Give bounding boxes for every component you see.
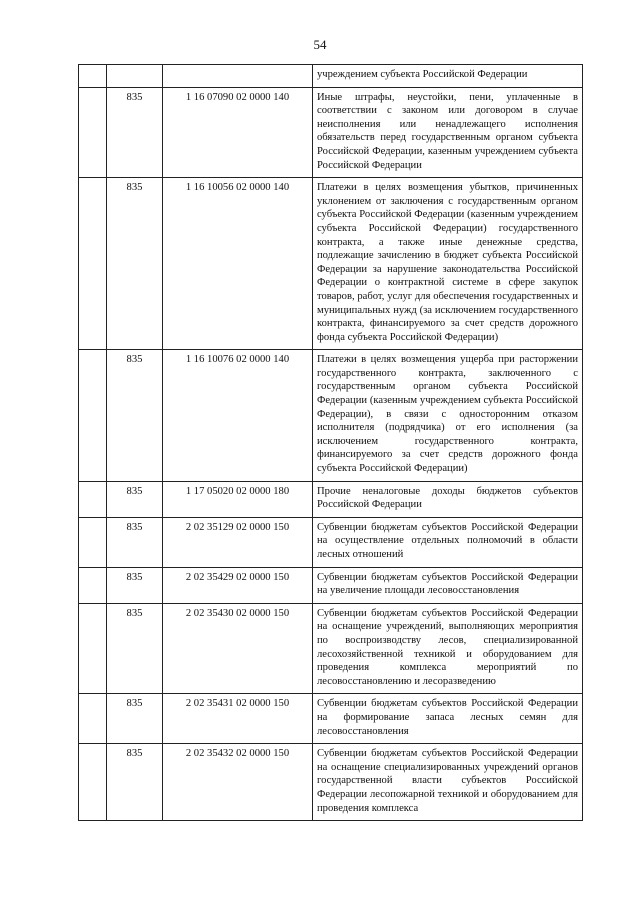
blank-cell — [79, 178, 107, 350]
blank-cell — [79, 603, 107, 694]
table-row — [79, 603, 583, 694]
admin-code-cell: 835 — [107, 603, 163, 694]
budget-code-cell: 1 16 10056 02 0000 140 — [163, 178, 313, 350]
blank-cell — [79, 744, 107, 821]
revenue-name-cell: Субвенции бюджетам субъектов Российской Федерации на увеличение площади лесовосстановления — [313, 567, 583, 603]
admin-code-cell — [107, 65, 163, 88]
blank-cell — [79, 350, 107, 481]
table-row — [79, 517, 583, 567]
revenue-name-cell: Субвенции бюджетам субъектов Российской Федерации на оснащение учреждений, выполняющих мероприятия по воспроизводству лесов, специализированной лесохозяйственной техникой и оборудованием для проведения комплекса мероприятий по лесовосстановлению и лесоразведению — [313, 603, 583, 694]
budget-code-cell: 2 02 35430 02 0000 150 — [163, 603, 313, 694]
budget-code-cell: 2 02 35129 02 0000 150 — [163, 517, 313, 567]
budget-revenue-table — [78, 64, 583, 821]
table-row — [79, 65, 583, 88]
admin-code-cell: 835 — [107, 567, 163, 603]
blank-cell — [79, 65, 107, 88]
revenue-name-cell: Иные штрафы, неустойки, пени, уплаченные в соответствии с законом или договором в случае неисполнения или ненадлежащего исполнения обязательств перед государственным органом субъекта Российской Федерации, казенным учреждением субъекта Российской Федерации — [313, 87, 583, 178]
blank-cell — [79, 87, 107, 178]
admin-code-cell: 835 — [107, 694, 163, 744]
table-row — [79, 350, 583, 481]
revenue-name-cell: Прочие неналоговые доходы бюджетов субъектов Российской Федерации — [313, 481, 583, 517]
admin-code-cell: 835 — [107, 87, 163, 178]
budget-code-cell: 1 16 10076 02 0000 140 — [163, 350, 313, 481]
budget-code-cell: 1 16 07090 02 0000 140 — [163, 87, 313, 178]
budget-code-cell: 2 02 35429 02 0000 150 — [163, 567, 313, 603]
page-number: 54 — [313, 37, 327, 52]
admin-code-cell: 835 — [107, 178, 163, 350]
table-row — [79, 694, 583, 744]
admin-code-cell: 835 — [107, 744, 163, 821]
blank-cell — [79, 481, 107, 517]
table-row — [79, 567, 583, 603]
revenue-name-cell: Субвенции бюджетам субъектов Российской Федерации на оснащение специализированных учреждений органов государственной власти субъектов Российской Федерации лесопожарной техникой и оборудованием для проведения комплекса — [313, 744, 583, 821]
table-row — [79, 87, 583, 178]
table-row — [79, 178, 583, 350]
blank-cell — [79, 694, 107, 744]
budget-code-cell: 2 02 35431 02 0000 150 — [163, 694, 313, 744]
revenue-name-cell: Субвенции бюджетам субъектов Российской Федерации на формирование запаса лесных семян для лесовосстановления — [313, 694, 583, 744]
table-body — [79, 65, 583, 821]
blank-cell — [79, 567, 107, 603]
budget-code-cell: 1 17 05020 02 0000 180 — [163, 481, 313, 517]
revenue-name-cell: учреждением субъекта Российской Федерации — [313, 65, 583, 88]
revenue-name-cell: Платежи в целях возмещения убытков, причиненных уклонением от заключения с государственным органом субъекта Российской Федерации (казенным учреждением субъекта Российской Федерации) государственного контракта, а также иные денежные средства, подлежащие зачислению в бюджет субъекта Российской Федерации за нарушение законодательства Российской Федерации о контрактной системе в сфере закупок товаров, работ, услуг для обеспечения государственных и муниципальных нужд (за исключением государственного контракта, финансируемого за счет средств дорожного фонда субъекта Российской Федерации) — [313, 178, 583, 350]
admin-code-cell: 835 — [107, 481, 163, 517]
budget-code-cell: 2 02 35432 02 0000 150 — [163, 744, 313, 821]
blank-cell — [79, 517, 107, 567]
revenue-name-cell: Субвенции бюджетам субъектов Российской Федерации на осуществление отдельных полномочий в области лесных отношений — [313, 517, 583, 567]
admin-code-cell: 835 — [107, 350, 163, 481]
revenue-name-cell: Платежи в целях возмещения ущерба при расторжении государственного контракта, заключенного с государственным органом субъекта Российской Федерации (казенным учреждением субъекта Российской Федерации), в связи с односторонним отказом исполнителя (подрядчика) от его исполнения (за исключением государственного контракта, финансируемого за счет средств дорожного фонда субъекта Российской Федерации) — [313, 350, 583, 481]
admin-code-cell: 835 — [107, 517, 163, 567]
table-row — [79, 481, 583, 517]
table-row — [79, 744, 583, 821]
budget-code-cell — [163, 65, 313, 88]
